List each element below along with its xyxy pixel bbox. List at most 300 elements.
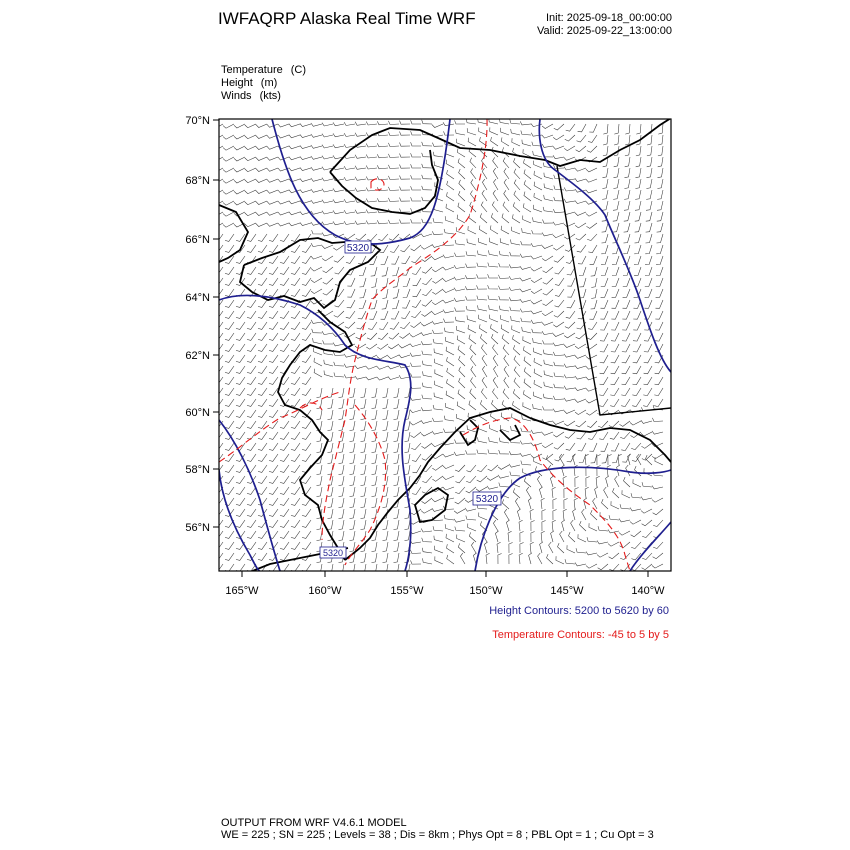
wind-barb — [311, 320, 322, 324]
wind-barb — [432, 330, 443, 334]
wind-barb — [564, 488, 568, 499]
wind-barb — [520, 254, 531, 257]
wind-barb — [591, 289, 597, 299]
wind-barb — [311, 167, 322, 170]
wind-barb — [350, 542, 356, 552]
wind-barb — [366, 377, 377, 380]
wind-barb — [339, 465, 345, 475]
wind-barb — [633, 344, 641, 352]
wind-barb — [344, 234, 355, 239]
wind-barb — [479, 226, 487, 235]
wind-barb — [543, 406, 554, 410]
wind-barb — [486, 553, 490, 564]
wind-barb — [575, 410, 586, 415]
wind-barb — [366, 155, 377, 159]
wind-barb — [577, 135, 587, 142]
wind-barb — [361, 509, 367, 519]
wind-barb — [447, 170, 454, 179]
wind-barb — [411, 432, 422, 438]
wind-barb — [300, 167, 311, 170]
wind-barb — [360, 278, 367, 287]
wind-barb — [269, 487, 278, 494]
wind-barb — [328, 443, 334, 453]
wind-barb — [291, 311, 300, 318]
wind-barb — [372, 487, 378, 497]
wind-barb — [432, 321, 443, 324]
wind-barb — [513, 335, 521, 344]
wind-barb — [314, 358, 322, 366]
wind-barb — [269, 564, 278, 571]
wind-barb — [446, 204, 454, 212]
wind-barb — [481, 345, 487, 356]
wind-barb — [411, 153, 421, 157]
wind-barb — [645, 300, 653, 308]
wind-barb — [635, 466, 642, 476]
wind-barb — [489, 437, 498, 443]
wind-barb — [381, 311, 388, 319]
wind-barb — [405, 432, 411, 442]
wind-barb — [565, 432, 575, 438]
wind-barb — [361, 520, 367, 530]
wind-barb — [602, 201, 608, 210]
wind-barb — [280, 454, 289, 461]
wind-barb — [534, 161, 542, 168]
wind-barb — [491, 137, 498, 146]
wind-barb — [509, 287, 520, 291]
wind-barb — [328, 399, 334, 409]
wind-barb — [291, 476, 300, 483]
wind-barb — [445, 524, 454, 531]
wind-barb — [302, 454, 311, 461]
wind-barb — [633, 479, 641, 487]
wind-barb — [236, 553, 245, 560]
wind-barb — [269, 509, 278, 516]
wind-barb — [394, 388, 400, 398]
wind-barb — [502, 334, 509, 344]
wind-barb — [278, 223, 289, 226]
wind-barb — [471, 168, 476, 179]
wind-barb — [614, 135, 619, 145]
wind-barb — [547, 554, 554, 564]
wind-barb — [247, 498, 256, 505]
wind-barb — [524, 180, 531, 190]
wind-barb — [523, 402, 531, 410]
wind-barb — [657, 190, 663, 199]
wind-barb — [411, 197, 421, 201]
wind-barb — [510, 252, 520, 256]
wind-barb — [245, 157, 256, 161]
wind-barb — [269, 245, 278, 252]
wind-barb — [614, 124, 619, 134]
wind-barb — [552, 487, 556, 498]
wind-barb — [223, 179, 234, 183]
wind-barb — [359, 300, 366, 309]
wind-barb — [391, 256, 399, 264]
map-title: IWFAQRP Alaska Real Time WRF — [218, 9, 476, 28]
wind-barb — [658, 168, 664, 178]
wind-barb — [383, 542, 389, 552]
wind-barb — [586, 223, 597, 228]
wind-barb — [586, 477, 590, 488]
wind-barb — [361, 487, 367, 497]
wind-barb — [258, 377, 267, 384]
wind-barb — [657, 179, 663, 189]
wind-barb — [269, 399, 278, 406]
wind-barb — [500, 238, 509, 245]
wind-barb — [322, 256, 333, 261]
wind-barb — [503, 158, 509, 168]
wind-barb — [302, 289, 311, 296]
wind-barb — [291, 465, 300, 472]
wind-barb — [212, 223, 223, 227]
wind-barb — [410, 385, 421, 389]
wind-barb — [509, 451, 520, 455]
model-details: WE = 225 ; SN = 225 ; Levels = 38 ; Dis = 8km ; Phys Opt = 8 ; PBL Opt = 1 ; Cu Opt = 3 — [221, 829, 654, 841]
wind-barb — [609, 564, 619, 571]
wind-barb — [458, 390, 465, 399]
wind-barb — [455, 476, 465, 483]
wind-barb — [642, 531, 652, 538]
wind-barb — [643, 399, 652, 407]
wind-barb — [328, 421, 334, 431]
wind-barb — [644, 344, 652, 352]
wind-barb — [456, 414, 465, 421]
wind-barb — [421, 509, 432, 513]
wind-barb — [291, 366, 300, 373]
wind-barb — [225, 388, 234, 395]
wind-barb — [358, 311, 366, 319]
wind-barb — [355, 210, 366, 214]
wind-barb — [579, 454, 586, 463]
wind-barb — [394, 454, 400, 464]
wind-barb — [377, 366, 388, 369]
wind-barb — [520, 299, 531, 302]
wind-barb — [499, 450, 509, 454]
wind-barb — [421, 407, 432, 411]
wind-barb — [289, 124, 300, 127]
wind-barb — [236, 300, 245, 307]
wind-barb — [543, 220, 554, 224]
wind-barb — [225, 421, 234, 428]
lon-axis — [225, 571, 665, 597]
wind-barb — [480, 400, 487, 410]
wind-barb — [347, 289, 355, 297]
wind-barb — [480, 334, 487, 344]
wind-barb — [632, 454, 641, 461]
wind-barb — [600, 311, 608, 319]
wind-barb — [278, 135, 289, 138]
wind-barb — [459, 169, 465, 179]
wind-barb — [394, 476, 400, 486]
wind-barb — [422, 120, 432, 124]
wind-barb — [223, 135, 234, 139]
wind-barb — [534, 380, 542, 388]
wind-barb — [564, 199, 575, 203]
wind-barb — [410, 363, 421, 367]
wind-barb — [587, 146, 597, 152]
wind-barb — [564, 354, 575, 357]
wind-barb — [212, 157, 223, 161]
wind-barb — [245, 146, 256, 150]
wind-barb — [322, 200, 333, 203]
wind-barb — [372, 542, 378, 552]
wind-barb — [523, 203, 531, 212]
wind-barb — [223, 124, 234, 128]
wind-barb — [422, 278, 432, 285]
wind-barb — [575, 477, 579, 488]
wind-barb — [634, 267, 641, 276]
wind-barb — [411, 120, 421, 124]
wind-barb — [508, 531, 512, 542]
wind-barb — [388, 376, 399, 379]
wind-barb — [644, 468, 652, 476]
wind-barb — [422, 351, 432, 355]
wind-barb — [455, 498, 465, 504]
wind-barb — [411, 164, 421, 168]
wind-barb — [467, 128, 476, 135]
wind-barb — [652, 486, 663, 489]
wind-barb — [223, 190, 234, 194]
wind-barb — [498, 475, 509, 478]
wind-barb — [603, 135, 608, 145]
wind-barb — [383, 487, 389, 497]
wind-barb — [510, 472, 520, 476]
wind-barb — [269, 366, 278, 373]
wind-barb — [393, 289, 399, 298]
wind-barb — [280, 487, 289, 494]
wind-barb — [542, 443, 553, 448]
wind-barb — [522, 228, 531, 234]
wind-barb — [611, 344, 619, 352]
wind-barb — [477, 251, 487, 257]
wind-barb — [458, 346, 465, 355]
wind-barb — [350, 487, 356, 497]
wind-barb — [432, 418, 443, 422]
wind-barb — [236, 399, 245, 406]
wind-barb — [372, 553, 378, 563]
wind-barb — [225, 311, 234, 318]
wind-barb — [234, 146, 245, 150]
wind-barb — [291, 377, 300, 384]
wind-barb — [529, 553, 532, 564]
wind-barb — [411, 560, 422, 564]
wind-barb — [256, 201, 267, 205]
wind-barb — [339, 388, 345, 398]
wind-barb — [600, 377, 609, 385]
wind-barb — [565, 322, 575, 328]
wind-barb — [258, 311, 267, 318]
wind-barb — [502, 499, 509, 509]
wind-barb — [655, 333, 663, 341]
wind-barb — [488, 295, 498, 300]
wind-barb — [656, 245, 663, 254]
wind-barb — [499, 296, 509, 300]
wind-barb — [258, 333, 267, 340]
wind-barb — [378, 333, 388, 340]
wind-barb — [412, 300, 421, 307]
wind-barb — [602, 499, 609, 509]
wind-barb — [256, 190, 267, 194]
wind-barb — [511, 129, 520, 135]
wind-barb — [596, 476, 600, 487]
wind-barb — [574, 498, 578, 509]
wind-barb — [269, 322, 278, 329]
wind-barb — [236, 509, 245, 516]
wind-barb — [383, 399, 389, 409]
wind-barb — [531, 311, 542, 314]
wind-barb — [432, 231, 443, 235]
wind-barb — [479, 324, 487, 333]
wind-barb — [412, 267, 421, 275]
wind-barb — [405, 509, 411, 519]
wind-barb — [504, 377, 509, 388]
wind-barb — [586, 564, 597, 568]
wind-barb — [269, 289, 278, 296]
wind-barb — [477, 476, 487, 482]
wind-barb — [471, 355, 477, 366]
wind-barb — [543, 289, 553, 295]
wind-barb — [302, 443, 311, 450]
height-contour-label: 5320 — [346, 243, 370, 254]
wind-barb — [611, 311, 619, 319]
wind-barb — [383, 432, 389, 442]
wind-barb — [445, 337, 454, 344]
wind-barb — [469, 214, 476, 223]
wind-barb — [444, 515, 454, 520]
lat-label: 62°N — [185, 350, 210, 362]
wind-barb — [625, 168, 631, 178]
wind-barb — [322, 245, 333, 249]
wind-barb — [344, 122, 355, 125]
wind-barb — [355, 188, 366, 192]
wind-barb — [223, 223, 234, 227]
wind-barb — [322, 189, 333, 192]
wind-barb — [225, 366, 234, 373]
wind-barb — [533, 404, 542, 410]
wind-barb — [542, 233, 553, 236]
wind-barb — [490, 127, 498, 135]
wind-barb — [212, 135, 223, 139]
field-unit: (C) — [290, 64, 307, 76]
wind-barb — [405, 531, 411, 541]
wind-barb — [403, 278, 410, 287]
wind-barb — [314, 369, 322, 377]
wind-barb — [587, 333, 597, 340]
wind-barb — [388, 198, 399, 202]
wind-barb — [522, 327, 531, 333]
wind-barb — [302, 564, 311, 571]
wind-barb — [369, 311, 377, 319]
wind-barb — [565, 135, 575, 141]
wind-barb — [553, 209, 564, 213]
wind-barb — [422, 300, 432, 306]
wind-barb — [312, 230, 322, 234]
wind-barb — [498, 275, 509, 279]
wind-barb — [556, 556, 564, 564]
wind-barb — [432, 289, 443, 294]
wind-barb — [377, 377, 388, 380]
wind-barb — [503, 345, 509, 355]
wind-barb — [421, 443, 432, 448]
wind-barb — [613, 223, 619, 232]
wind-barb — [432, 431, 443, 434]
wind-barb — [482, 355, 487, 366]
wind-barb — [361, 564, 367, 574]
wind-barb — [493, 157, 498, 168]
wind-barb — [631, 443, 641, 450]
wind-barb — [543, 300, 554, 306]
wind-barb — [642, 520, 652, 526]
wind-barb — [422, 267, 432, 273]
wind-barb — [236, 421, 245, 428]
wind-barb — [524, 192, 531, 201]
wind-barb — [372, 564, 378, 574]
wind-barb — [247, 311, 256, 318]
wind-barb — [622, 377, 631, 385]
wind-barb — [642, 454, 652, 460]
wind-barb — [432, 143, 443, 147]
wind-barb — [410, 344, 421, 347]
wind-barb — [635, 201, 641, 210]
wind-barb — [291, 245, 300, 252]
wind-barb — [501, 226, 509, 234]
wind-barb — [317, 520, 323, 530]
wind-barb — [366, 144, 377, 148]
wind-barb — [388, 121, 399, 125]
wind-barb — [587, 421, 597, 428]
wind-barb — [575, 178, 586, 181]
wind-barb — [280, 267, 289, 274]
wind-barb — [519, 553, 523, 564]
wind-barb — [591, 300, 597, 309]
wind-barb — [411, 186, 421, 190]
wind-barb — [302, 333, 311, 340]
wind-barb — [432, 124, 443, 128]
wind-barb — [361, 498, 367, 508]
height-contours — [219, 119, 671, 571]
wind-barb — [631, 542, 641, 549]
wind-barb — [564, 344, 575, 348]
wind-barb — [454, 288, 465, 291]
wind-barb — [394, 410, 400, 420]
wind-barb — [459, 367, 465, 377]
wind-barb — [608, 530, 619, 533]
wind-barb — [247, 487, 256, 494]
wind-barb — [499, 483, 509, 487]
wind-barb — [258, 322, 267, 329]
lon-label: 145°W — [550, 585, 584, 597]
wind-barb — [643, 388, 652, 396]
wind-barb — [553, 146, 564, 149]
wind-barb — [541, 498, 545, 509]
wind-barb — [531, 133, 542, 137]
wind-barb — [443, 289, 454, 293]
wind-barb — [531, 430, 542, 434]
wind-barb — [223, 157, 234, 161]
wind-barb — [339, 509, 345, 519]
wind-barb — [322, 156, 333, 159]
wind-barb — [470, 158, 476, 168]
lat-label: 70°N — [185, 115, 210, 127]
height-contour-label: 5320 — [475, 494, 499, 505]
wind-barb — [313, 338, 322, 344]
wind-barb — [388, 154, 399, 158]
wind-barb — [531, 454, 542, 458]
wind-barb — [236, 564, 245, 571]
wind-barb — [247, 388, 256, 395]
wind-barb — [422, 164, 432, 168]
wind-barb — [564, 410, 575, 414]
